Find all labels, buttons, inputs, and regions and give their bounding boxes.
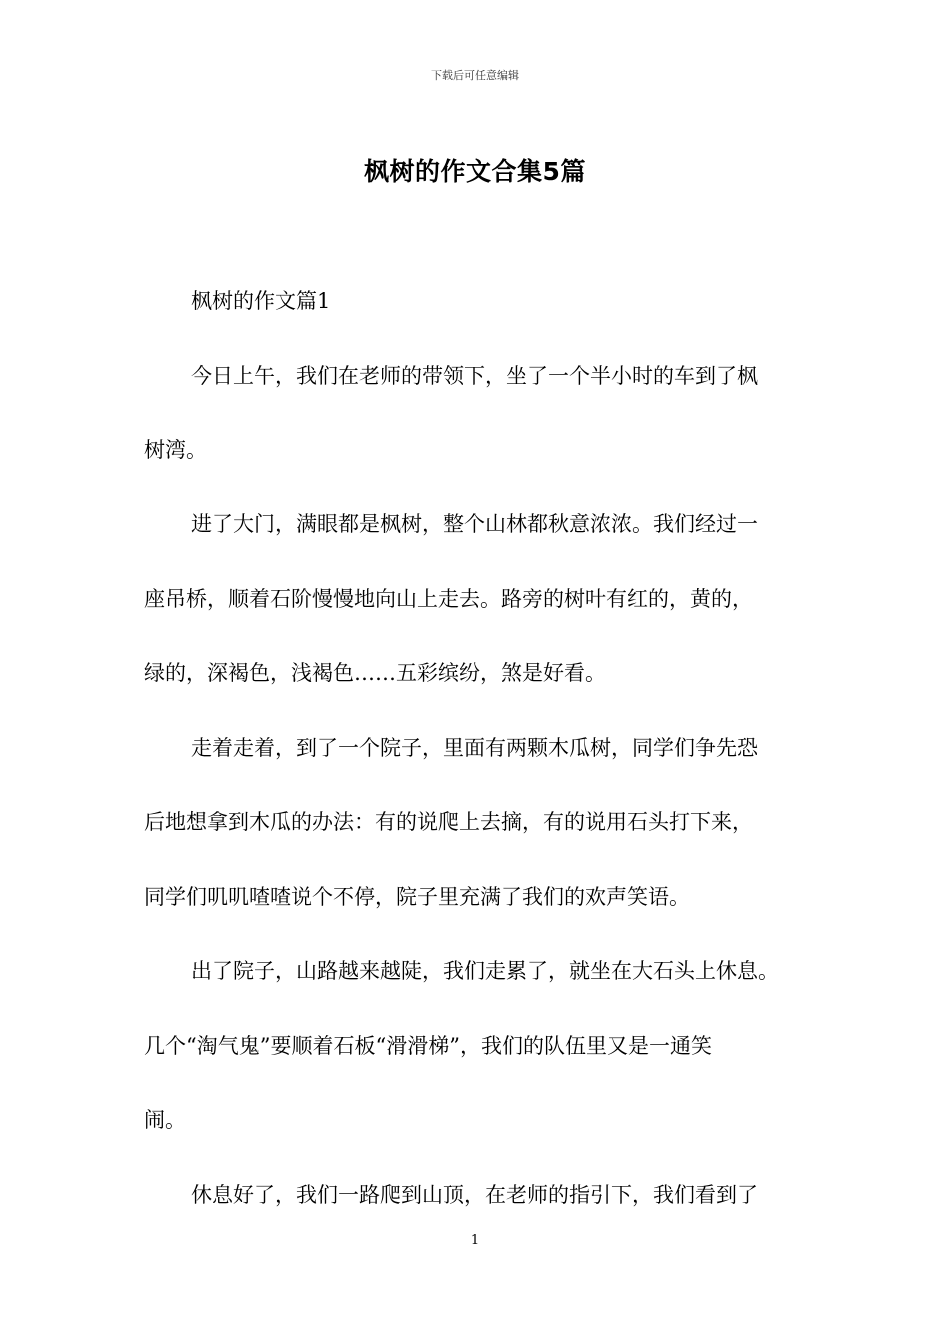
body-line: 闹。 xyxy=(144,1108,186,1132)
page-number: 1 xyxy=(470,1233,480,1248)
body-line: 进了大门，满眼都是枫树，整个山林都秋意浓浓。我们经过一 xyxy=(191,512,758,536)
body-line: 同学们叽叽喳喳说个不停，院子里充满了我们的欢声笑语。 xyxy=(144,885,690,909)
body-line: 后地想拿到木瓜的办法：有的说爬上去摘，有的说用石头打下来， xyxy=(144,810,753,834)
body-line: 枫树的作文篇1 xyxy=(191,289,331,313)
body-line: 走着走着，到了一个院子，里面有两颗木瓜树，同学们争先恐 xyxy=(191,736,758,760)
body-line: 绿的，深褐色，浅褐色……五彩缤纷，煞是好看。 xyxy=(144,661,606,685)
body-line: 今日上午，我们在老师的带领下，坐了一个半小时的车到了枫 xyxy=(191,364,758,388)
body-line: 几个“淘气鬼”要顺着石板“滑滑梯”，我们的队伍里又是一通笑 xyxy=(144,1034,712,1058)
body-line: 树湾。 xyxy=(144,438,207,462)
header-note: 下载后可任意编辑 xyxy=(431,69,519,82)
document-title: 枫树的作文合集5篇 xyxy=(364,157,586,186)
body-line: 休息好了，我们一路爬到山顶，在老师的指引下，我们看到了 xyxy=(191,1183,758,1207)
body-line: 出了院子，山路越来越陡，我们走累了，就坐在大石头上休息。 xyxy=(191,959,779,983)
body-line: 座吊桥，顺着石阶慢慢地向山上走去。路旁的树叶有红的，黄的， xyxy=(144,587,753,611)
